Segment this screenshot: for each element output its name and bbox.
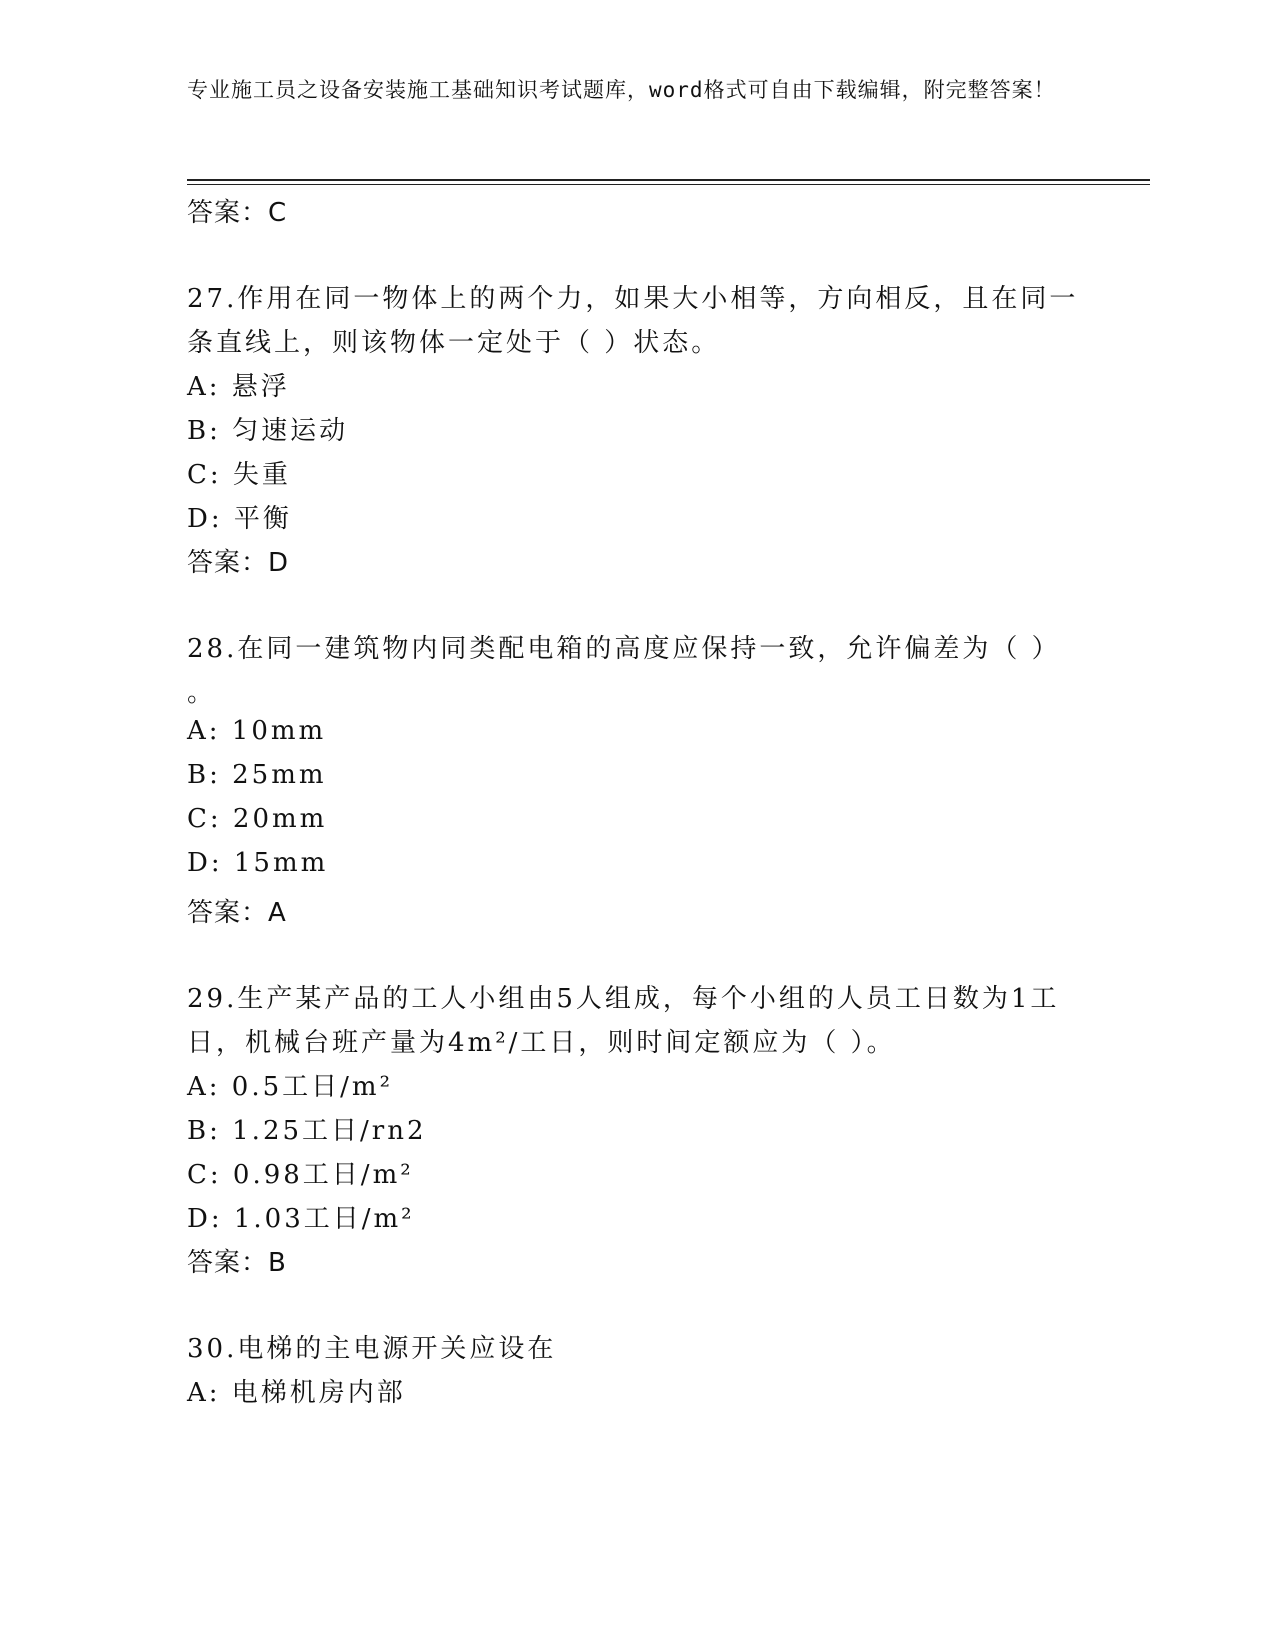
question-28-option-c: C: 20mm xyxy=(187,804,328,834)
question-27-stem-line2: 条直线上，则该物体一定处于（ ）状态。 xyxy=(187,328,721,358)
question-28-option-a: A: 10mm xyxy=(187,716,327,746)
header-rule-thin xyxy=(187,184,1150,185)
question-29-stem-line1: 29.生产某产品的工人小组由5人组成，每个小组的人员工日数为1工 xyxy=(187,984,1060,1014)
question-28-option-b: B: 25mm xyxy=(187,760,327,790)
question-29-stem-line2: 日，机械台班产量为4m²/工日，则时间定额应为（ ）。 xyxy=(187,1028,896,1058)
question-29-option-c: C: 0.98工日/m² xyxy=(187,1160,414,1190)
question-27-option-d: D: 平衡 xyxy=(187,504,292,534)
question-28-answer: 答案：A xyxy=(187,898,287,928)
question-27-option-c: C: 失重 xyxy=(187,460,291,490)
question-28-option-d: D: 15mm xyxy=(187,848,329,878)
question-29-option-a: A: 0.5工日/m² xyxy=(187,1072,393,1102)
question-28-stem-line2: 。 xyxy=(187,678,217,708)
question-29-option-b: B: 1.25工日/rn2 xyxy=(187,1116,427,1146)
question-27-answer: 答案：D xyxy=(187,548,290,578)
question-27-option-b: B: 匀速运动 xyxy=(187,416,349,446)
question-28-stem-line1: 28.在同一建筑物内同类配电箱的高度应保持一致，允许偏差为（ ） xyxy=(187,634,1061,664)
header-rule xyxy=(187,179,1150,181)
question-29-answer: 答案：B xyxy=(187,1248,287,1278)
question-27-option-a: A: 悬浮 xyxy=(187,372,290,402)
document-header: 专业施工员之设备安装施工基础知识考试题库，word格式可自由下载编辑，附完整答案！ xyxy=(187,78,1056,102)
question-29-option-d: D: 1.03工日/m² xyxy=(187,1204,415,1234)
question-30-stem-line1: 30.电梯的主电源开关应设在 xyxy=(187,1334,557,1364)
answer-prev: 答案：C xyxy=(187,198,288,228)
question-27-stem-line1: 27.作用在同一物体上的两个力，如果大小相等，方向相反，且在同一 xyxy=(187,284,1079,314)
question-30-option-a: A: 电梯机房内部 xyxy=(187,1378,406,1408)
